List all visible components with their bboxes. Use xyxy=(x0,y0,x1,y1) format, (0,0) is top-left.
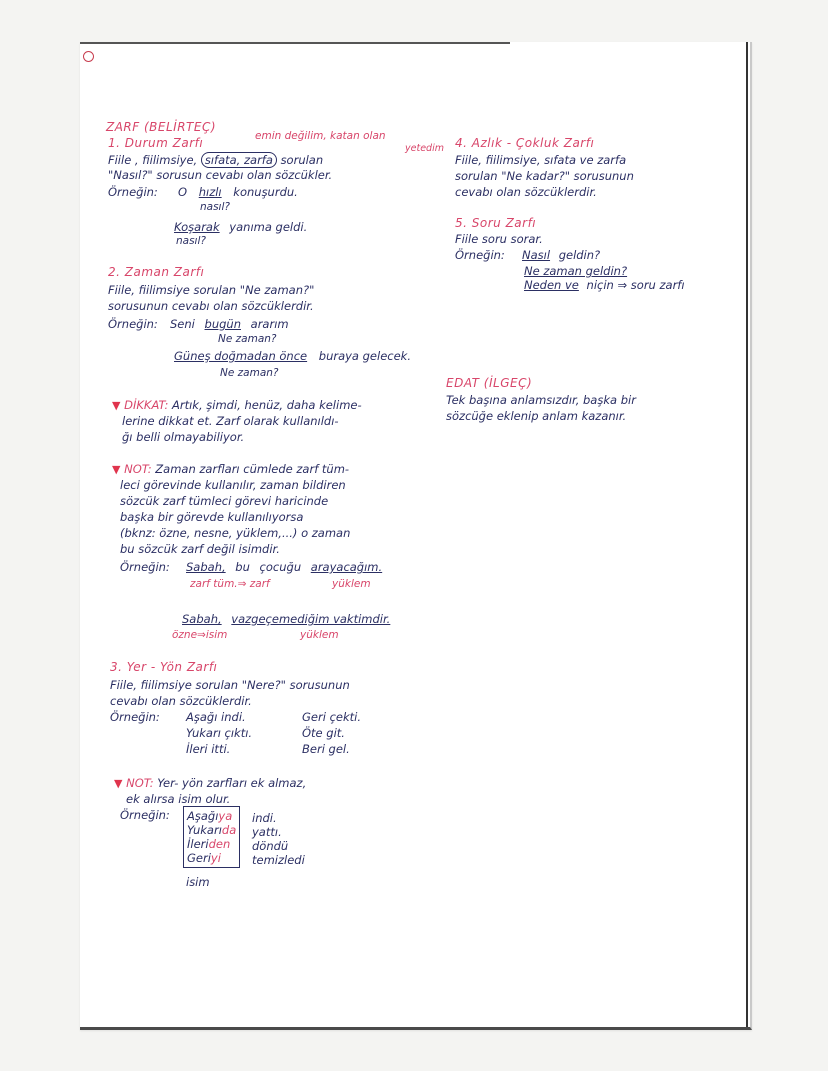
not1-example-1 xyxy=(186,560,382,574)
not2-row-4 xyxy=(187,851,236,865)
not2-suffix: da xyxy=(221,823,237,837)
not2-word: Aşağı xyxy=(187,809,219,823)
warning-triangle-icon: ▼ xyxy=(112,399,121,412)
durum-example-label: Örneğin: xyxy=(108,185,158,199)
azlik-heading: 4. Azlık - Çokluk Zarfı xyxy=(455,136,595,150)
durum-ex1-a: O xyxy=(178,185,188,199)
zaman-line-1: Fiile, fiilimsiye sorulan "Ne zaman?" xyxy=(108,283,315,297)
zaman-example-1 xyxy=(170,317,289,331)
durum-heading: 1. Durum Zarfı xyxy=(108,136,204,150)
soru-example-2: Ne zaman geldin? xyxy=(524,264,628,278)
durum-line-2: "Nasıl?" sorusun cevabı olan sözcükler. xyxy=(108,168,333,182)
durum-line-1a: Fiile , fiilimsiye, xyxy=(108,153,198,167)
not2-word: İleri xyxy=(187,837,209,851)
not2-row-3 xyxy=(187,837,236,851)
soru-example-3 xyxy=(524,278,685,292)
not1-ex1-a: Sabah, xyxy=(186,560,226,574)
edat-heading: EDAT (İLGEÇ) xyxy=(446,376,533,390)
not2-row-2 xyxy=(187,823,236,837)
not1-ex2-a: Sabah, xyxy=(182,612,222,626)
warning-triangle-icon: ▼ xyxy=(112,463,121,476)
soru-heading: 5. Soru Zarfı xyxy=(455,216,537,230)
durum-line-1c: sorulan xyxy=(280,153,324,167)
soru-ex3-b: niçin xyxy=(586,278,614,292)
yer-col1-row3: İleri itti. xyxy=(186,742,231,756)
not1-example-2 xyxy=(182,612,390,626)
zaman-ex1-c: ararım xyxy=(250,317,289,331)
not2-rest-2: yattı. xyxy=(252,825,282,839)
edat-line-2: sözcüğe eklenip anlam kazanır. xyxy=(446,409,627,423)
not1-line-6: bu sözcük zarf değil isimdir. xyxy=(120,542,280,556)
not2-boxed-words xyxy=(183,806,240,868)
soru-ex1-adverb: Nasıl xyxy=(522,248,551,262)
not2-word: Geri xyxy=(187,851,211,865)
not1-ex1-c: çocuğu xyxy=(259,560,302,574)
not1-ex1-d: arayacağım. xyxy=(310,560,383,574)
not2-row-1 xyxy=(187,809,236,823)
durum-side-note: emin değilim, katan olan xyxy=(255,130,386,142)
not2-rest-4: temizledi xyxy=(252,853,305,867)
zaman-example-label: Örneğin: xyxy=(108,317,158,331)
not2-rest-3: döndü xyxy=(252,839,289,853)
yer-col1-row1: Aşağı indi. xyxy=(186,710,246,724)
soru-example-label: Örneğin: xyxy=(455,248,505,262)
yer-line-2: cevabı olan sözcüklerdir. xyxy=(110,694,252,708)
zaman-ex1-adverb: bugün xyxy=(204,317,241,331)
not1-line-3: sözcük zarf tümleci görevi haricinde xyxy=(120,494,329,508)
page-right-edge xyxy=(746,42,748,1027)
azlik-line-2: sorulan "Ne kadar?" sorusunun xyxy=(455,169,634,183)
warning-triangle-icon: ▼ xyxy=(114,777,123,790)
not2-rest-1: indi. xyxy=(252,811,277,825)
zaman-question-2: Ne zaman? xyxy=(220,367,279,379)
not2-example-label: Örneğin: xyxy=(120,808,170,822)
not1-tag-2: yüklem xyxy=(332,578,371,590)
not1-line-4: başka bir görevde kullanılıyorsa xyxy=(120,510,304,524)
yer-col2-row2: Öte git. xyxy=(302,726,345,740)
not1-label: NOT: xyxy=(124,462,152,476)
durum-ex1-adverb: hızlı xyxy=(198,185,222,199)
dikkat-line-1 xyxy=(112,398,362,413)
yer-col2-row3: Beri gel. xyxy=(302,742,350,756)
not1-example-label: Örneğin: xyxy=(120,560,170,574)
page-corner-mark xyxy=(83,51,94,62)
not2-label: NOT: xyxy=(126,776,154,790)
soru-ex3-a: Neden ve xyxy=(524,278,579,292)
zaman-example-2 xyxy=(174,349,411,363)
page-title: ZARF (BELİRTEÇ) xyxy=(106,120,217,134)
soru-line-1: Fiile soru sorar. xyxy=(455,232,543,246)
yer-col1-row2: Yukarı çıktı. xyxy=(186,726,253,740)
durum-line-1 xyxy=(108,153,323,167)
soru-example-1 xyxy=(522,248,600,262)
not2-suffix: ya xyxy=(218,809,233,823)
not1-tag-4: yüklem xyxy=(300,629,339,641)
dikkat-line-3: ğı belli olmayabiliyor. xyxy=(122,430,245,444)
yer-example-label: Örneğin: xyxy=(110,710,160,724)
not1-line-2: leci görevinde kullanılır, zaman bildiren xyxy=(120,478,346,492)
not2-text-1: Yer- yön zarfları ek almaz, xyxy=(157,776,307,790)
edat-line-1: Tek başına anlamsızdır, başka bir xyxy=(446,393,636,407)
not2-line-2: ek alırsa isim olur. xyxy=(126,792,231,806)
durum-example-1 xyxy=(178,185,298,199)
durum-example-2 xyxy=(174,220,307,234)
not2-suffix: den xyxy=(208,837,231,851)
zaman-ex2-b: buraya gelecek. xyxy=(318,349,411,363)
durum-ex1-c: konuşurdu. xyxy=(233,185,298,199)
zaman-ex2-adverb: Güneş doğmadan önce xyxy=(174,349,308,363)
not1-ex2-b: vazgeçemediğim vaktimdir. xyxy=(231,612,391,626)
durum-circled-words: sıfata, zarfa xyxy=(201,152,277,168)
azlik-line-1: Fiile, fiilimsiye, sıfata ve zarfa xyxy=(455,153,627,167)
not1-tag-1: zarf tüm.⇒ zarf xyxy=(190,578,270,590)
yer-heading: 3. Yer - Yön Zarfı xyxy=(110,660,218,674)
not1-line-5: (bknz: özne, nesne, yüklem,...) o zaman xyxy=(120,526,351,540)
azlik-line-3: cevabı olan sözcüklerdir. xyxy=(455,185,597,199)
soru-ex3-c: ⇒ soru zarfı xyxy=(617,278,685,292)
not1-ex1-b: bu xyxy=(235,560,250,574)
durum-ex2-adverb: Koşarak xyxy=(174,220,220,234)
durum-side-note-2: yetedim xyxy=(405,143,444,154)
yer-line-1: Fiile, fiilimsiye sorulan "Nere?" sorusunun xyxy=(110,678,350,692)
dikkat-label: DİKKAT: xyxy=(124,398,169,412)
not2-suffix: yi xyxy=(210,851,221,865)
durum-ex2-b: yanıma geldi. xyxy=(229,220,308,234)
not2-word: Yukarı xyxy=(187,823,222,837)
durum-question-2: nasıl? xyxy=(176,235,206,247)
not2-line-1 xyxy=(114,776,306,791)
not1-line-1 xyxy=(112,462,349,477)
soru-ex1-b: geldin? xyxy=(558,248,601,262)
zaman-question-1: Ne zaman? xyxy=(218,333,277,345)
dikkat-text-1: Artık, şimdi, henüz, daha kelime- xyxy=(171,398,362,412)
not1-tag-3: özne⇒isim xyxy=(172,629,228,641)
dikkat-line-2: lerine dikkat et. Zarf olarak kullanıldı- xyxy=(122,414,339,428)
zaman-ex1-a: Seni xyxy=(170,317,195,331)
not2-tag: isim xyxy=(186,875,210,889)
not1-text-1: Zaman zarfları cümlede zarf tüm- xyxy=(155,462,350,476)
zaman-line-2: sorusunun cevabı olan sözcüklerdir. xyxy=(108,299,314,313)
zaman-heading: 2. Zaman Zarfı xyxy=(108,265,205,279)
yer-col2-row1: Geri çekti. xyxy=(302,710,361,724)
durum-question-1: nasıl? xyxy=(200,201,230,213)
page-top-edge xyxy=(80,42,510,44)
